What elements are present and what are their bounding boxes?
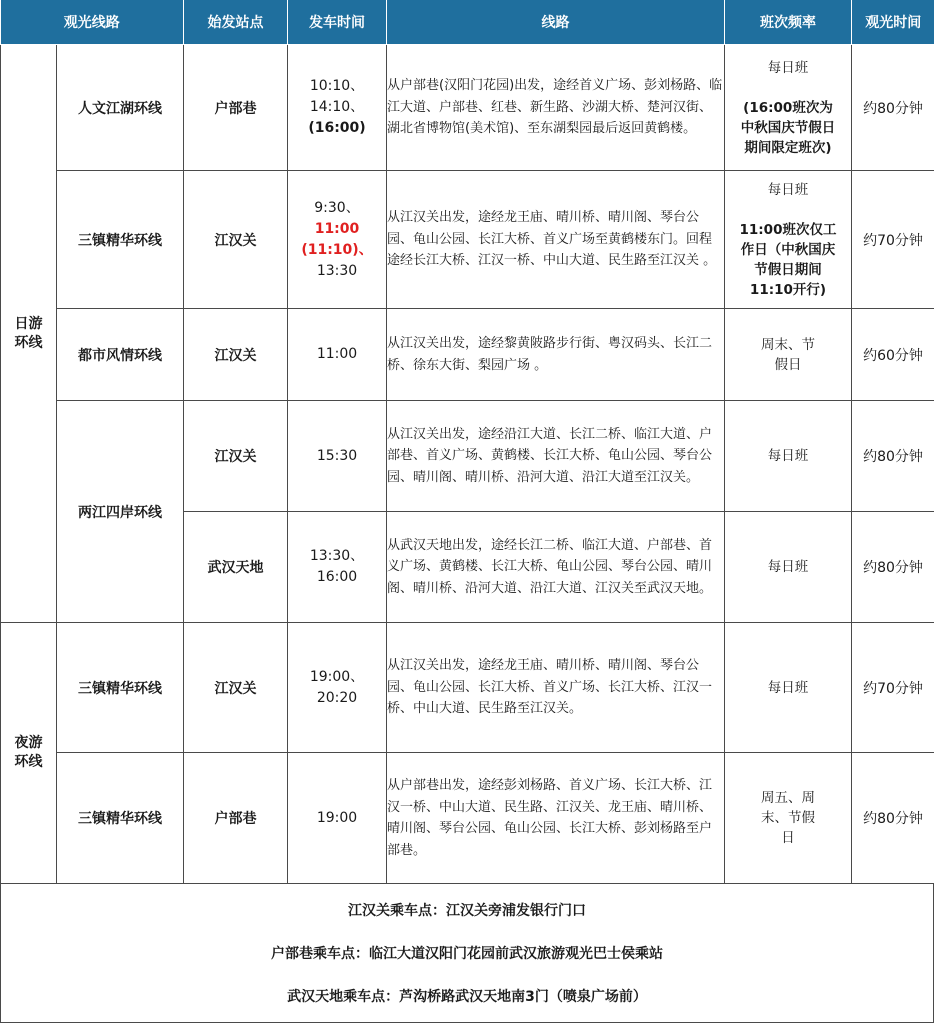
frequency: 每日班 (16:00班次为 中秋国庆节假日 期间限定班次) <box>725 45 852 171</box>
frequency: 周五、周 末、节假 日 <box>725 753 852 884</box>
header-row <box>1 0 934 45</box>
line-name: 两江四岸环线 <box>57 401 184 623</box>
station: 户部巷 <box>184 45 288 171</box>
route-text: 从武汉天地出发，途经长江二桥、临江大道、户部巷、首义广场、黄鹤楼、长江大桥、龟山公园、琴台公园、晴川阁、晴川桥、沿河大道、沿江大道、江汉关至武汉天地。 <box>387 512 725 623</box>
station: 户部巷 <box>184 753 288 884</box>
station: 武汉天地 <box>184 512 288 623</box>
boarding-points <box>0 884 934 1023</box>
frequency: 每日班 11:00班次仅工 作日（中秋国庆 节假日期间 11:10开行) <box>725 171 852 309</box>
group-night-tour: 夜游 环线 <box>1 623 57 884</box>
route-text: 从户部巷(汉阳门花园)出发，途经首义广场、彭刘杨路、临江大道、户部巷、红巷、新生路、沙湖大桥、楚河汉街、湖北省博物馆(美术馆)、至东湖梨园最后返回黄鹤楼。 <box>387 45 725 171</box>
departure-time: 9:30、 11:00 (11:10)、 13:30 <box>288 171 387 309</box>
table-row <box>1 623 934 753</box>
header-line: 观光线路 <box>1 0 184 45</box>
route-text: 从江汉关出发，途经龙王庙、晴川桥、晴川阁、琴台公园、龟山公园、长江大桥、首义广场至黄鹤楼东门。回程途经长江大桥、江汉一桥、中山大道、民生路至江汉关 。 <box>387 171 725 309</box>
header-dur: 观光时间 <box>852 0 934 45</box>
line-name: 三镇精华环线 <box>57 171 184 309</box>
departure-time: 19:00 <box>288 753 387 884</box>
duration: 约60分钟 <box>852 309 934 401</box>
table-row <box>1 45 934 171</box>
group-day-tour: 日游 环线 <box>1 45 57 623</box>
duration: 约80分钟 <box>852 753 934 884</box>
station: 江汉关 <box>184 309 288 401</box>
frequency: 周末、节 假日 <box>725 309 852 401</box>
station: 江汉关 <box>184 401 288 512</box>
line-name: 都市风情环线 <box>57 309 184 401</box>
boarding-point-hubuxiang: 户部巷乘车点：临江大道汉阳门花园前武汉旅游观光巴士侯乘站 <box>271 946 663 962</box>
header-route: 线路 <box>387 0 725 45</box>
departure-time: 15:30 <box>288 401 387 512</box>
line-name: 人文江湖环线 <box>57 45 184 171</box>
duration: 约70分钟 <box>852 171 934 309</box>
header-freq: 班次频率 <box>725 0 852 45</box>
duration: 约80分钟 <box>852 45 934 171</box>
table-row <box>1 171 934 309</box>
departure-time: 11:00 <box>288 309 387 401</box>
table-row <box>1 753 934 884</box>
duration: 约80分钟 <box>852 401 934 512</box>
route-text: 从江汉关出发，途经龙王庙、晴川桥、晴川阁、琴台公园、龟山公园、长江大桥、首义广场、长江大桥、江汉一桥、中山大道、民生路至江汉关。 <box>387 623 725 753</box>
departure-time: 13:30、 16:00 <box>288 512 387 623</box>
duration: 约70分钟 <box>852 623 934 753</box>
route-text: 从江汉关出发，途经黎黄陂路步行街、粤汉码头、长江二桥、徐东大街、梨园广场 。 <box>387 309 725 401</box>
route-text: 从江汉关出发，途经沿江大道、长江二桥、临江大道、户部巷、首义广场、黄鹤楼、长江大桥、龟山公园、琴台公园、晴川阁、晴川桥、沿河大道、沿江大道至江汉关。 <box>387 401 725 512</box>
station: 江汉关 <box>184 171 288 309</box>
line-name: 三镇精华环线 <box>57 623 184 753</box>
frequency: 每日班 <box>725 401 852 512</box>
header-time: 发车时间 <box>288 0 387 45</box>
table-row <box>1 309 934 401</box>
departure-time: 10:10、 14:10、 (16:00) <box>288 45 387 171</box>
route-text: 从户部巷出发，途经彭刘杨路、首义广场、长江大桥、江汉一桥、中山大道、民生路、江汉关、龙王庙、晴川桥、晴川阁、琴台公园、龟山公园、长江大桥、彭刘杨路至户部巷。 <box>387 753 725 884</box>
duration: 约80分钟 <box>852 512 934 623</box>
station: 江汉关 <box>184 623 288 753</box>
table-row <box>1 401 934 512</box>
departure-time: 19:00、 20:20 <box>288 623 387 753</box>
boarding-point-wuhan-tiandi: 武汉天地乘车点：芦沟桥路武汉天地南3门（喷泉广场前） <box>287 989 647 1005</box>
line-name: 三镇精华环线 <box>57 753 184 884</box>
boarding-point-jianghanguan: 江汉关乘车点：江汉关旁浦发银行门口 <box>348 903 586 919</box>
frequency: 每日班 <box>725 512 852 623</box>
frequency: 每日班 <box>725 623 852 753</box>
header-station: 始发站点 <box>184 0 288 45</box>
